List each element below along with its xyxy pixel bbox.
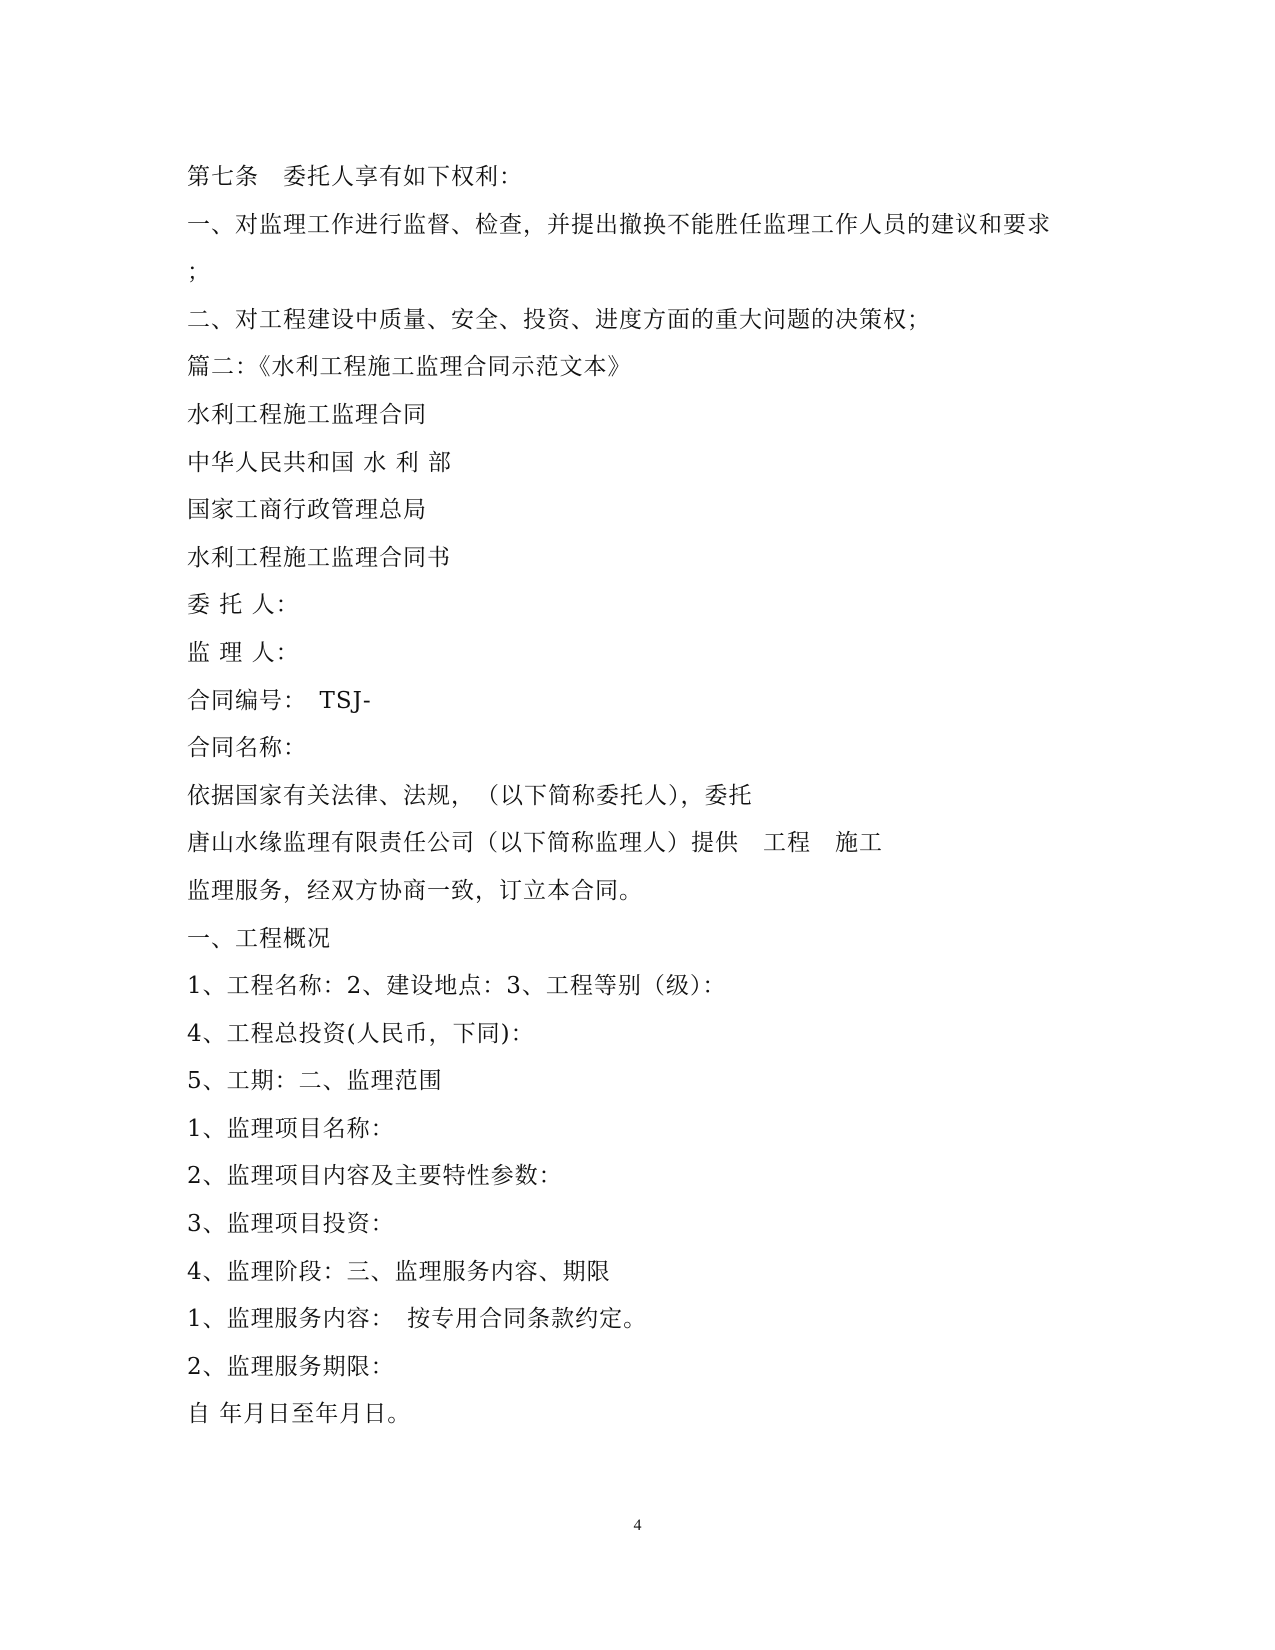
page-number: 4	[633, 1517, 642, 1534]
list-item: 1、监理服务内容： 按专用合同条款约定。	[187, 1306, 648, 1333]
list-item: 1、监理项目名称：	[187, 1115, 395, 1142]
text-line: 二、对工程建设中质量、安全、投资、进度方面的重大问题的决策权；	[187, 306, 931, 333]
section-heading: 篇二：《水利工程施工监理合同示范文本》	[187, 354, 632, 381]
list-item: 2、监理项目内容及主要特性参数：	[187, 1163, 563, 1190]
text-line: 唐山水缘监理有限责任公司（以下简称监理人）提供 工程 施工	[187, 830, 883, 857]
list-item: 1、工程名称：2、建设地点：3、工程等别（级）：	[187, 973, 727, 1000]
text-line: ；	[187, 259, 211, 286]
list-item: 5、工期：二、监理范围	[187, 1068, 443, 1095]
issuer-line: 中华人民共和国 水 利 部	[187, 449, 452, 476]
list-item: 2、监理服务期限：	[187, 1353, 395, 1380]
document-body	[187, 154, 1087, 1439]
text-line: 自 年月日至年月日。	[187, 1401, 412, 1428]
text-line: 依据国家有关法律、法规， （以下简称委托人），委托	[187, 782, 753, 809]
contract-book-title: 水利工程施工监理合同书	[187, 544, 451, 571]
list-item: 3、监理项目投资：	[187, 1211, 395, 1238]
contract-title: 水利工程施工监理合同	[187, 401, 427, 428]
section-heading: 一、工程概况	[187, 925, 331, 952]
list-item: 4、监理阶段：三、监理服务内容、期限	[187, 1258, 611, 1285]
issuer-line: 国家工商行政管理总局	[187, 497, 427, 524]
text-line: 监理服务，经双方协商一致，订立本合同。	[187, 877, 643, 904]
list-item: 4、工程总投资(人民币，下同)：	[187, 1020, 535, 1047]
supervisor-field: 监 理 人：	[187, 639, 300, 666]
contract-name-field: 合同名称：	[187, 735, 307, 762]
client-field: 委 托 人：	[187, 592, 300, 619]
contract-number-field: 合同编号： TSJ-	[187, 687, 372, 714]
text-line: 一、对监理工作进行监督、检查，并提出撤换不能胜任监理工作人员的建议和要求	[187, 211, 1051, 238]
text-line: 第七条 委托人享有如下权利：	[187, 164, 523, 190]
